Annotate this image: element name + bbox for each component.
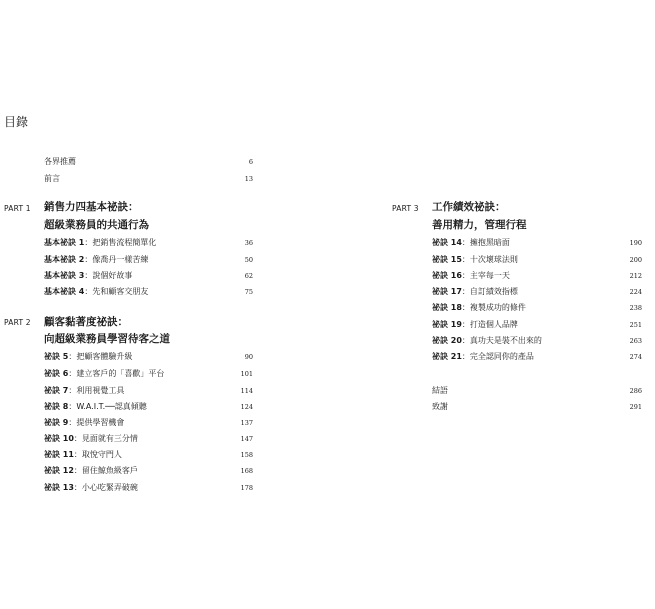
toc-entry-part2-5[interactable] <box>44 432 253 446</box>
entry-title: ：像喬丹一樣苦練 <box>84 255 149 264</box>
toc-entry-part3-1[interactable] <box>432 253 642 267</box>
part-2-title-line-1: 顧客黏著度祕訣： <box>44 316 128 328</box>
entry-page: 200 <box>629 256 642 264</box>
entry-title: ：真功夫是裝不出來的 <box>461 336 542 345</box>
entry-page: 158 <box>240 451 253 459</box>
entry-page: 190 <box>629 239 642 247</box>
part-1-title-line-2: 超級業務員的共通行為 <box>44 219 149 231</box>
entry-title: ：先和顧客交朋友 <box>84 287 149 296</box>
entry-prefix: 祕訣 8 <box>44 402 69 411</box>
entry-page: 274 <box>629 353 642 361</box>
toc-entry-part1-0[interactable] <box>44 236 253 250</box>
entry-page: 251 <box>629 321 642 329</box>
entry-page: 13 <box>244 175 253 183</box>
toc-entry-front-1[interactable] <box>44 172 253 186</box>
entry-prefix: 祕訣 17 <box>432 287 462 296</box>
entry-prefix: 祕訣 5 <box>44 352 69 361</box>
toc-entry-part2-3[interactable] <box>44 400 253 414</box>
entry-prefix: 祕訣 9 <box>44 418 69 427</box>
entry-page: 62 <box>244 272 253 280</box>
entry-page: 238 <box>629 304 642 312</box>
entry-prefix: 基本祕訣 2 <box>44 255 85 264</box>
toc-entry-part2-7[interactable] <box>44 464 253 478</box>
entry-prefix: 基本祕訣 4 <box>44 287 85 296</box>
toc-entry-part2-2[interactable] <box>44 384 253 398</box>
entry-page: 263 <box>629 337 642 345</box>
part-3-title-line-2: 善用精力，管理行程 <box>432 219 527 231</box>
entry-title: ：W.A.I.T.──認真傾聽 <box>68 402 147 411</box>
entry-title: ：利用視覺工具 <box>68 386 125 395</box>
entry-prefix: 祕訣 14 <box>432 238 462 247</box>
entry-prefix: 祕訣 16 <box>432 271 462 280</box>
part-3-title-line-1: 工作績效祕訣： <box>432 201 506 213</box>
entry-title: ：複製成功的條件 <box>461 303 526 312</box>
entry-title: ：小心吃緊弄破碗 <box>73 483 138 492</box>
entry-page: 137 <box>240 419 253 427</box>
entry-prefix: 基本祕訣 3 <box>44 271 85 280</box>
part-1-title-line-1: 銷售力四基本祕訣： <box>44 201 139 213</box>
entry-page: 291 <box>629 403 642 411</box>
entry-page: 224 <box>629 288 642 296</box>
part-2-label: PART 2 <box>4 318 31 327</box>
entry-title: ：打造個人品牌 <box>461 320 518 329</box>
entry-prefix: 祕訣 21 <box>432 352 462 361</box>
toc-entry-part2-6[interactable] <box>44 448 253 462</box>
entry-page: 286 <box>629 387 642 395</box>
entry-page: 114 <box>240 387 253 395</box>
toc-entry-part1-2[interactable] <box>44 269 253 283</box>
entry-page: 90 <box>244 353 253 361</box>
toc-entry-part3-0[interactable] <box>432 236 642 250</box>
entry-prefix: 祕訣 7 <box>44 386 69 395</box>
entry-label: 結語 <box>432 386 448 395</box>
entry-page: 6 <box>248 158 253 166</box>
toc-entry-part3-7[interactable] <box>432 350 642 364</box>
entry-prefix: 祕訣 15 <box>432 255 462 264</box>
entry-prefix: 祕訣 12 <box>44 466 74 475</box>
entry-title: ：說個好故事 <box>84 271 133 280</box>
entry-prefix: 祕訣 11 <box>44 450 74 459</box>
entry-title: ：見面就有三分情 <box>73 434 138 443</box>
entry-prefix: 祕訣 6 <box>44 369 69 378</box>
entry-prefix: 基本祕訣 1 <box>44 238 85 247</box>
page-title: 目錄 <box>4 115 29 129</box>
entry-label: 各界推薦 <box>44 157 76 166</box>
entry-title: ：主宰每一天 <box>461 271 510 280</box>
entry-title: ：擁抱黑暗面 <box>461 238 510 247</box>
part-1-label: PART 1 <box>4 204 31 213</box>
toc-entry-part2-4[interactable] <box>44 416 253 430</box>
entry-page: 124 <box>240 403 253 411</box>
toc-entry-part3-4[interactable] <box>432 301 642 315</box>
toc-entry-part3-6[interactable] <box>432 334 642 348</box>
entry-title: ：十次壞球法則 <box>461 255 518 264</box>
entry-title: ：取悅守門人 <box>73 450 122 459</box>
entry-label: 致謝 <box>432 402 448 411</box>
entry-title: ：自訂績效指標 <box>461 287 518 296</box>
part-3-label: PART 3 <box>392 204 419 213</box>
toc-entry-part2-1[interactable] <box>44 367 253 381</box>
entry-page: 212 <box>629 272 642 280</box>
entry-page: 147 <box>240 435 253 443</box>
entry-page: 178 <box>240 484 253 492</box>
entry-page: 36 <box>244 239 253 247</box>
toc-entry-part3-2[interactable] <box>432 269 642 283</box>
entry-title: ：提供學習機會 <box>68 418 125 427</box>
entry-page: 75 <box>244 288 253 296</box>
entry-prefix: 祕訣 19 <box>432 320 462 329</box>
entry-title: ：把銷售流程簡單化 <box>84 238 157 247</box>
entry-page: 50 <box>244 256 253 264</box>
toc-entry-back-1[interactable] <box>432 400 642 414</box>
part-2-title-line-2: 向超級業務員學習待客之道 <box>44 333 170 345</box>
entry-label: 前言 <box>44 174 60 183</box>
entry-prefix: 祕訣 18 <box>432 303 462 312</box>
entry-page: 168 <box>240 467 253 475</box>
entry-prefix: 祕訣 20 <box>432 336 462 345</box>
entry-prefix: 祕訣 10 <box>44 434 74 443</box>
toc-entry-front-0[interactable] <box>44 155 253 169</box>
toc-entry-part3-3[interactable] <box>432 285 642 299</box>
toc-entry-part2-0[interactable] <box>44 350 253 364</box>
entry-prefix: 祕訣 13 <box>44 483 74 492</box>
toc-entry-back-0[interactable] <box>432 384 642 398</box>
toc-entry-part1-3[interactable] <box>44 285 253 299</box>
entry-page: 101 <box>240 370 253 378</box>
toc-entry-part1-1[interactable] <box>44 253 253 267</box>
entry-title: ：把顧客體驗升級 <box>68 352 133 361</box>
entry-title: ：建立客戶的「喜歡」平台 <box>68 369 165 378</box>
entry-title: ：留住鯨魚級客戶 <box>73 466 138 475</box>
entry-title: ：完全認同你的產品 <box>461 352 534 361</box>
toc-entry-part3-5[interactable] <box>432 318 642 332</box>
toc-entry-part2-8[interactable] <box>44 481 253 495</box>
